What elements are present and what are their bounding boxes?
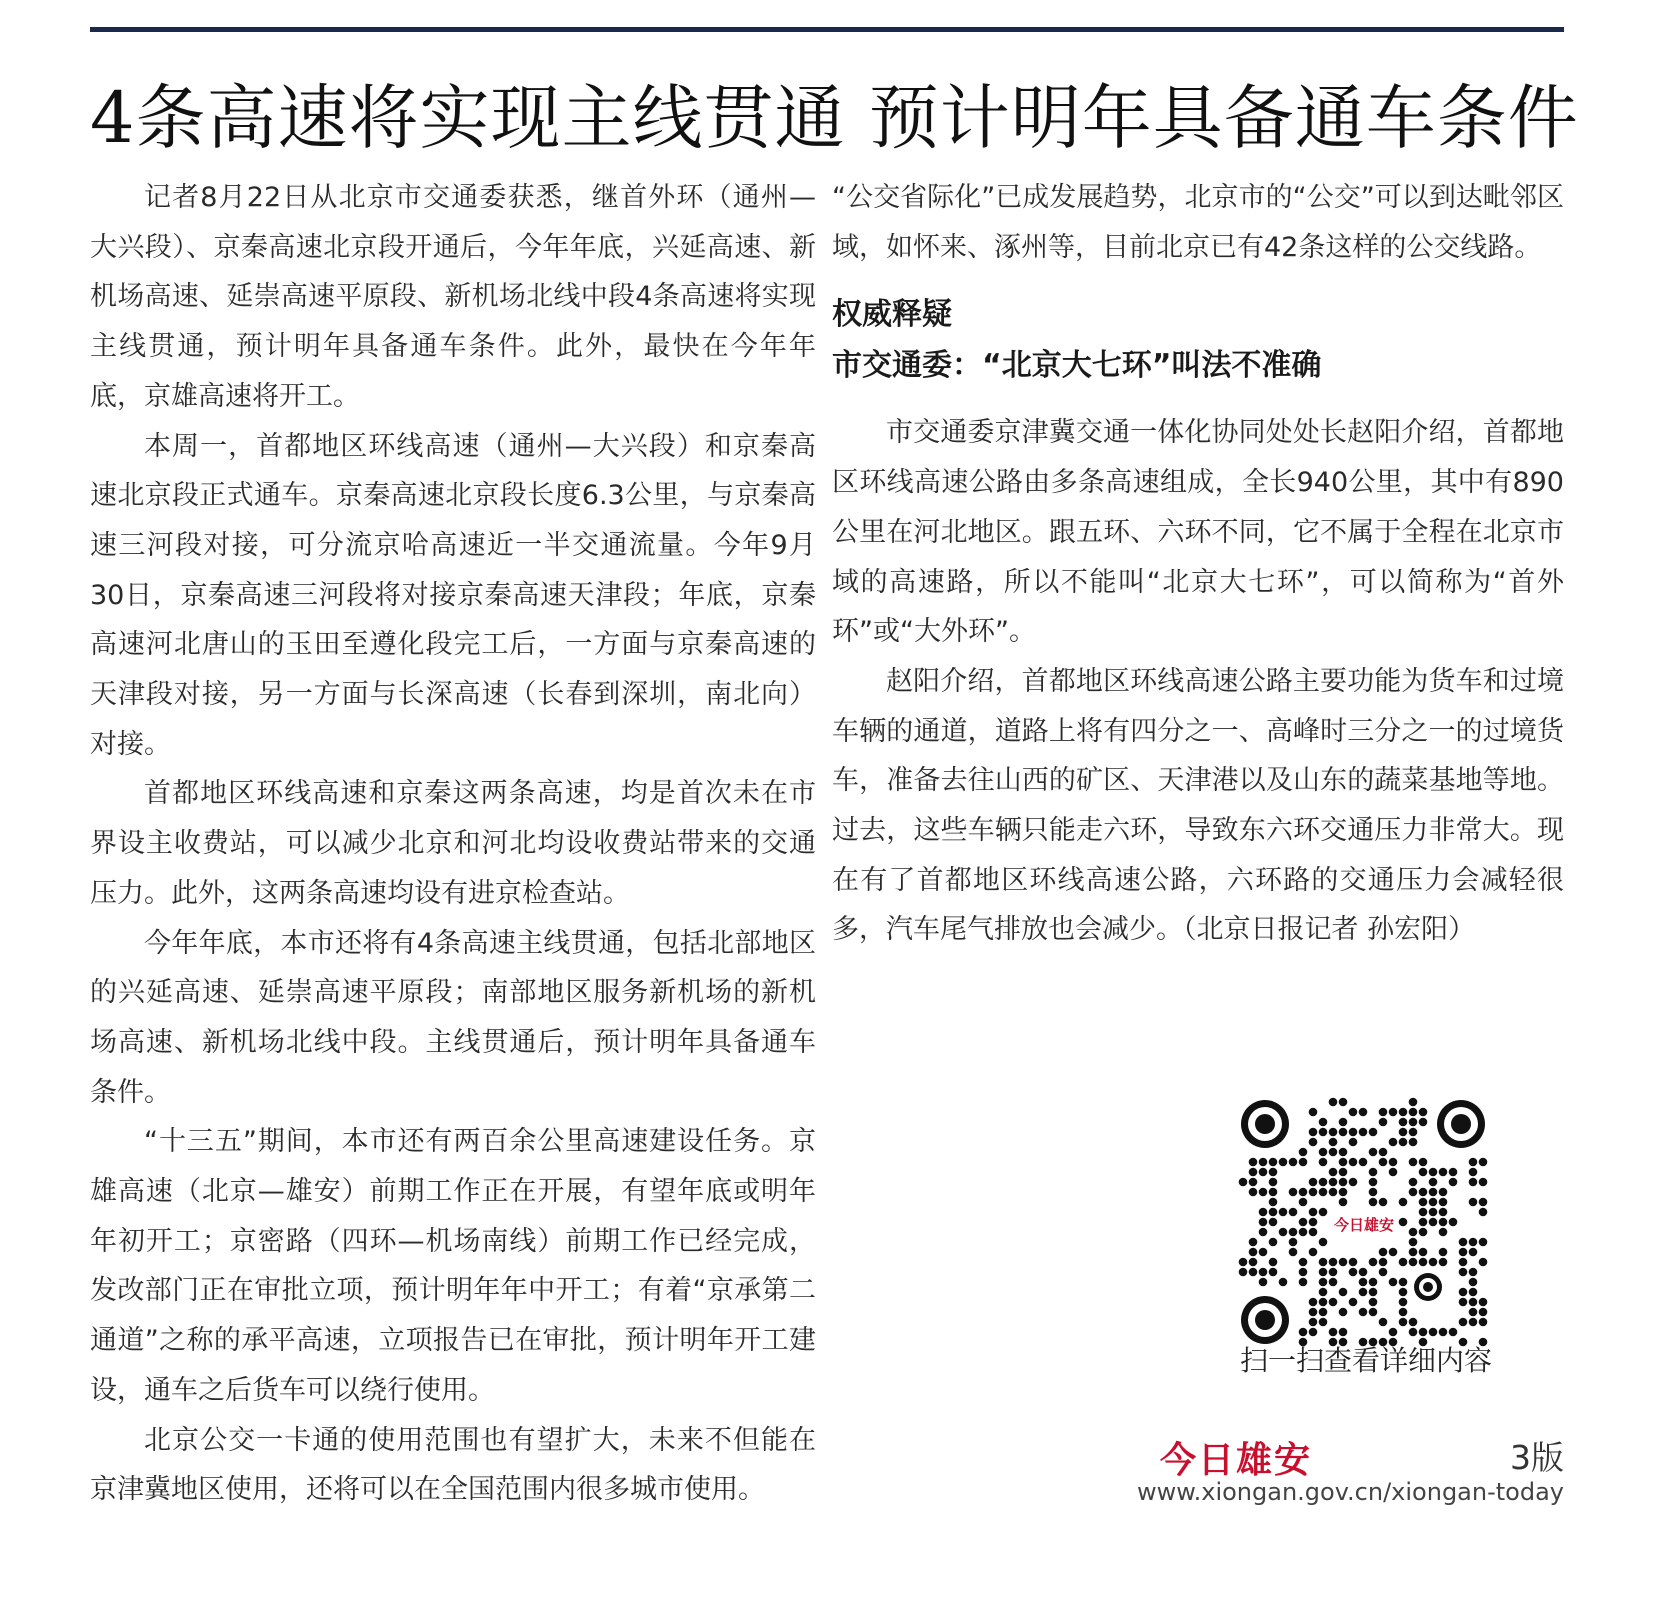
qr-module bbox=[1419, 1198, 1428, 1207]
qr-module bbox=[1279, 1228, 1288, 1237]
qr-module bbox=[1479, 1198, 1488, 1207]
top-rule bbox=[90, 27, 1564, 32]
qr-module bbox=[1299, 1228, 1308, 1237]
qr-module bbox=[1439, 1208, 1448, 1217]
qr-module bbox=[1259, 1188, 1268, 1197]
qr-module bbox=[1469, 1248, 1478, 1257]
qr-module bbox=[1289, 1228, 1298, 1237]
qr-module bbox=[1469, 1298, 1478, 1307]
qr-module bbox=[1269, 1258, 1278, 1267]
qr-module bbox=[1299, 1258, 1308, 1267]
qr-module bbox=[1259, 1168, 1268, 1177]
qr-finder-bottom-left bbox=[1241, 1296, 1289, 1344]
qr-module bbox=[1299, 1158, 1308, 1167]
qr-module bbox=[1379, 1118, 1388, 1127]
qr-module bbox=[1479, 1318, 1488, 1327]
qr-module bbox=[1449, 1168, 1458, 1177]
qr-module bbox=[1399, 1118, 1408, 1127]
qr-module bbox=[1399, 1288, 1408, 1297]
qr-module bbox=[1429, 1208, 1438, 1217]
qr-module bbox=[1329, 1278, 1338, 1287]
qr-module bbox=[1269, 1208, 1278, 1217]
qr-module bbox=[1249, 1268, 1258, 1277]
qr-module bbox=[1409, 1318, 1418, 1327]
qr-module bbox=[1369, 1148, 1378, 1157]
qr-module bbox=[1299, 1328, 1308, 1337]
qr-module bbox=[1359, 1128, 1368, 1137]
qr-module bbox=[1479, 1208, 1488, 1217]
qr-module bbox=[1419, 1258, 1428, 1267]
qr-module bbox=[1419, 1328, 1428, 1337]
qr-code-image bbox=[1238, 1097, 1488, 1347]
qr-module bbox=[1379, 1148, 1388, 1157]
qr-module bbox=[1469, 1268, 1478, 1277]
qr-module bbox=[1359, 1308, 1368, 1317]
qr-module bbox=[1299, 1278, 1308, 1287]
qr-module bbox=[1369, 1298, 1378, 1307]
qr-module bbox=[1309, 1218, 1318, 1227]
qr-module bbox=[1349, 1108, 1358, 1117]
qr-finder-top-left bbox=[1241, 1100, 1289, 1148]
qr-module bbox=[1469, 1308, 1478, 1317]
qr-module bbox=[1259, 1228, 1268, 1237]
qr-module bbox=[1399, 1128, 1408, 1137]
qr-module bbox=[1449, 1178, 1458, 1187]
paragraph: 首都地区环线高速和京秦这两条高速，均是首次未在市界设主收费站，可以减少北京和河北均设收费站带来的交通压力。此外，这两条高速均设有进京检查站。 bbox=[90, 778, 816, 909]
qr-module bbox=[1359, 1278, 1368, 1287]
subhead bbox=[832, 289, 1564, 391]
qr-module bbox=[1349, 1128, 1358, 1137]
qr-module bbox=[1329, 1328, 1338, 1337]
qr-module bbox=[1409, 1158, 1418, 1167]
qr-code[interactable] bbox=[1238, 1097, 1488, 1347]
qr-module bbox=[1259, 1158, 1268, 1167]
qr-module bbox=[1439, 1218, 1448, 1227]
qr-module bbox=[1309, 1128, 1318, 1137]
paragraph: 北京公交一卡通的使用范围也有望扩大，未来不但能在京津冀地区使用，还将可以在全国范围内很多城市使用。 bbox=[90, 1424, 816, 1506]
qr-module bbox=[1269, 1188, 1278, 1197]
qr-module bbox=[1379, 1198, 1388, 1207]
qr-module bbox=[1369, 1178, 1378, 1187]
qr-module bbox=[1319, 1208, 1328, 1217]
qr-module bbox=[1329, 1188, 1338, 1197]
qr-module bbox=[1319, 1258, 1328, 1267]
paragraph: 市交通委京津冀交通一体化协同处处长赵阳介绍，首都地区环线高速公路由多条高速组成，全长940公里，其中有890公里在河北地区。跟五环、六环不同，它不属于全程在北京市域的高速路，所以不能叫“北京大七环”，可以简称为“首外环”或“大外环”。 bbox=[832, 417, 1564, 648]
qr-module bbox=[1419, 1188, 1428, 1197]
qr-module bbox=[1469, 1238, 1478, 1247]
subhead-title: 市交通委：“北京大七环”叫法不准确 bbox=[832, 348, 1322, 384]
qr-module bbox=[1399, 1108, 1408, 1117]
qr-module bbox=[1309, 1188, 1318, 1197]
paragraph-continued: “公交省际化”已成发展趋势，北京市的“公交”可以到达毗邻区域，如怀来、涿州等，目前北京已有42条这样的公交线路。 bbox=[832, 182, 1564, 263]
qr-module bbox=[1259, 1248, 1268, 1257]
qr-module bbox=[1339, 1198, 1348, 1207]
qr-module bbox=[1469, 1168, 1478, 1177]
qr-finder-top-right bbox=[1437, 1100, 1485, 1148]
qr-module bbox=[1329, 1128, 1338, 1137]
qr-module bbox=[1469, 1278, 1478, 1287]
page-number: 3版 bbox=[1510, 1438, 1564, 1477]
qr-module bbox=[1349, 1298, 1358, 1307]
qr-module bbox=[1419, 1118, 1428, 1127]
left-column bbox=[90, 173, 816, 1515]
qr-module bbox=[1269, 1168, 1278, 1177]
qr-module bbox=[1479, 1178, 1488, 1187]
qr-module bbox=[1339, 1328, 1348, 1337]
qr-module bbox=[1479, 1308, 1488, 1317]
qr-module bbox=[1399, 1198, 1408, 1207]
qr-module bbox=[1379, 1158, 1388, 1167]
qr-module bbox=[1429, 1168, 1438, 1177]
qr-module bbox=[1439, 1248, 1448, 1257]
qr-module bbox=[1409, 1248, 1418, 1257]
qr-module bbox=[1419, 1158, 1428, 1167]
qr-module bbox=[1409, 1258, 1418, 1267]
qr-module bbox=[1239, 1258, 1248, 1267]
qr-module bbox=[1389, 1158, 1398, 1167]
qr-module bbox=[1439, 1198, 1448, 1207]
qr-module bbox=[1259, 1218, 1268, 1227]
qr-module bbox=[1479, 1298, 1488, 1307]
qr-module bbox=[1479, 1158, 1488, 1167]
qr-module bbox=[1379, 1318, 1388, 1327]
qr-module bbox=[1319, 1268, 1328, 1277]
headline: 4条高速将实现主线贯通 预计明年具备通车条件 bbox=[90, 77, 1579, 159]
qr-module bbox=[1459, 1298, 1468, 1307]
qr-module bbox=[1239, 1178, 1248, 1187]
qr-module bbox=[1359, 1158, 1368, 1167]
qr-module bbox=[1259, 1268, 1268, 1277]
qr-module bbox=[1419, 1228, 1428, 1237]
qr-module bbox=[1479, 1238, 1488, 1247]
qr-module bbox=[1449, 1328, 1458, 1337]
qr-module bbox=[1439, 1188, 1448, 1197]
qr-module bbox=[1309, 1298, 1318, 1307]
qr-module bbox=[1309, 1108, 1318, 1117]
qr-module bbox=[1459, 1288, 1468, 1297]
qr-module bbox=[1439, 1168, 1448, 1177]
qr-module bbox=[1409, 1098, 1418, 1107]
qr-module bbox=[1269, 1268, 1278, 1277]
qr-module bbox=[1269, 1158, 1278, 1167]
qr-module bbox=[1399, 1298, 1408, 1307]
qr-module bbox=[1319, 1288, 1328, 1297]
qr-module bbox=[1339, 1148, 1348, 1157]
qr-module bbox=[1429, 1258, 1438, 1267]
qr-module bbox=[1409, 1188, 1418, 1197]
qr-module bbox=[1439, 1228, 1448, 1237]
qr-module bbox=[1419, 1218, 1428, 1227]
right-column bbox=[832, 173, 1564, 955]
qr-module bbox=[1319, 1178, 1328, 1187]
qr-module bbox=[1339, 1258, 1348, 1267]
qr-module bbox=[1329, 1168, 1338, 1177]
qr-module bbox=[1369, 1278, 1378, 1287]
qr-module bbox=[1329, 1298, 1338, 1307]
qr-module bbox=[1399, 1218, 1408, 1227]
qr-module bbox=[1339, 1098, 1348, 1107]
qr-module bbox=[1379, 1268, 1388, 1277]
qr-module bbox=[1339, 1128, 1348, 1137]
qr-module bbox=[1339, 1188, 1348, 1197]
qr-module bbox=[1349, 1178, 1358, 1187]
qr-module bbox=[1309, 1138, 1318, 1147]
qr-module bbox=[1369, 1198, 1378, 1207]
qr-module bbox=[1439, 1258, 1448, 1267]
qr-module bbox=[1379, 1108, 1388, 1117]
qr-module bbox=[1369, 1188, 1378, 1197]
qr-module bbox=[1329, 1098, 1338, 1107]
paragraph: 赵阳介绍，首都地区环线高速公路主要功能为货车和过境车辆的通道，道路上将有四分之一、高峰时三分之一的过境货车，准备去往山西的矿区、天津港以及山东的蔬菜基地等地。过去，这些车辆只能走六环，导致东六环交通压力非常大。现在有了首都地区环线高速公路，六环路的交通压力会减轻很多，汽车尾气排放也会减少。（北京日报记者 孙宏阳） bbox=[832, 665, 1564, 946]
qr-module bbox=[1339, 1158, 1348, 1167]
qr-module bbox=[1469, 1198, 1478, 1207]
qr-module bbox=[1469, 1318, 1478, 1327]
qr-module bbox=[1329, 1138, 1338, 1147]
qr-module bbox=[1269, 1218, 1278, 1227]
qr-module bbox=[1379, 1248, 1388, 1257]
qr-module bbox=[1389, 1278, 1398, 1287]
qr-module bbox=[1459, 1318, 1468, 1327]
qr-module bbox=[1429, 1328, 1438, 1337]
qr-module bbox=[1419, 1208, 1428, 1217]
qr-module bbox=[1459, 1268, 1468, 1277]
qr-module bbox=[1409, 1178, 1418, 1187]
qr-module bbox=[1319, 1308, 1328, 1317]
qr-module bbox=[1289, 1208, 1298, 1217]
paragraph: 今年年底，本市还将有4条高速主线贯通，包括北部地区的兴延高速、延崇高速平原段；南部地区服务新机场的新机场高速、新机场北线中段。主线贯通后，预计明年具备通车条件。 bbox=[90, 927, 816, 1108]
qr-module bbox=[1249, 1258, 1258, 1267]
qr-module bbox=[1299, 1198, 1308, 1207]
qr-module bbox=[1409, 1138, 1418, 1147]
qr-module bbox=[1359, 1268, 1368, 1277]
qr-module bbox=[1379, 1258, 1388, 1267]
qr-module bbox=[1329, 1148, 1338, 1157]
qr-module bbox=[1439, 1328, 1448, 1337]
qr-module bbox=[1459, 1258, 1468, 1267]
qr-module bbox=[1389, 1108, 1398, 1117]
qr-module bbox=[1349, 1268, 1358, 1277]
qr-module bbox=[1319, 1188, 1328, 1197]
qr-module bbox=[1299, 1188, 1308, 1197]
qr-module bbox=[1339, 1168, 1348, 1177]
qr-module bbox=[1299, 1218, 1308, 1227]
qr-module bbox=[1279, 1158, 1288, 1167]
qr-module bbox=[1319, 1128, 1328, 1137]
qr-module bbox=[1409, 1118, 1418, 1127]
qr-module bbox=[1309, 1208, 1318, 1217]
qr-module bbox=[1319, 1238, 1328, 1247]
qr-module bbox=[1249, 1178, 1258, 1187]
qr-module bbox=[1309, 1318, 1318, 1327]
qr-module bbox=[1279, 1208, 1288, 1217]
qr-module bbox=[1369, 1258, 1378, 1267]
qr-module bbox=[1319, 1158, 1328, 1167]
qr-module bbox=[1409, 1108, 1418, 1117]
qr-module bbox=[1259, 1208, 1268, 1217]
qr-module bbox=[1429, 1188, 1438, 1197]
qr-module bbox=[1399, 1318, 1408, 1327]
qr-module bbox=[1419, 1248, 1428, 1257]
qr-module bbox=[1239, 1268, 1248, 1277]
qr-module bbox=[1289, 1248, 1298, 1257]
qr-module bbox=[1289, 1188, 1298, 1197]
qr-module bbox=[1289, 1158, 1298, 1167]
qr-module bbox=[1369, 1168, 1378, 1177]
qr-module bbox=[1369, 1308, 1378, 1317]
qr-module bbox=[1259, 1278, 1268, 1287]
qr-module bbox=[1279, 1278, 1288, 1287]
qr-module bbox=[1269, 1238, 1278, 1247]
qr-module bbox=[1339, 1178, 1348, 1187]
qr-module bbox=[1339, 1308, 1348, 1317]
subhead-kicker: 权威释疑 bbox=[832, 297, 952, 333]
qr-module bbox=[1309, 1248, 1318, 1257]
qr-module bbox=[1249, 1248, 1258, 1257]
qr-module bbox=[1339, 1288, 1348, 1297]
qr-module bbox=[1419, 1168, 1428, 1177]
qr-module bbox=[1359, 1108, 1368, 1117]
qr-module bbox=[1389, 1138, 1398, 1147]
qr-module bbox=[1409, 1228, 1418, 1237]
qr-module bbox=[1289, 1238, 1298, 1247]
qr-module bbox=[1329, 1268, 1338, 1277]
qr-module bbox=[1399, 1278, 1408, 1287]
qr-module bbox=[1369, 1288, 1378, 1297]
qr-module bbox=[1249, 1238, 1258, 1247]
qr-module bbox=[1469, 1288, 1478, 1297]
qr-module bbox=[1429, 1178, 1438, 1187]
qr-module bbox=[1309, 1228, 1318, 1237]
qr-module bbox=[1309, 1328, 1318, 1337]
qr-module bbox=[1409, 1128, 1418, 1137]
qr-module bbox=[1479, 1258, 1488, 1267]
qr-module bbox=[1319, 1148, 1328, 1157]
qr-module bbox=[1399, 1308, 1408, 1317]
qr-module bbox=[1389, 1248, 1398, 1257]
paragraph: 本周一，首都地区环线高速（通州—大兴段）和京秦高速北京段正式通车。京秦高速北京段长度6.3公里，与京秦高速三河段对接，可分流京哈高速近一半交通流量。今年9月30日，京秦高速三河段将对接京秦高速天津段；年底，京秦高速河北唐山的玉田至遵化段完工后，一方面与京秦高速的天津段对接，另一方面与长深高速（长春到深圳，南北向）对接。 bbox=[90, 430, 816, 760]
qr-module bbox=[1399, 1138, 1408, 1147]
qr-module bbox=[1399, 1258, 1408, 1267]
qr-module bbox=[1469, 1178, 1478, 1187]
qr-caption: 扫一扫查看详细内容 bbox=[1239, 1344, 1492, 1377]
qr-module bbox=[1369, 1128, 1378, 1137]
qr-module bbox=[1329, 1178, 1338, 1187]
qr-module bbox=[1249, 1188, 1258, 1197]
qr-module bbox=[1409, 1238, 1418, 1247]
qr-module bbox=[1319, 1118, 1328, 1127]
qr-module bbox=[1249, 1158, 1258, 1167]
qr-module bbox=[1409, 1328, 1418, 1337]
site-url[interactable]: www.xiongan.gov.cn/xiongan-today bbox=[1136, 1478, 1564, 1506]
qr-module bbox=[1329, 1258, 1338, 1267]
qr-module bbox=[1319, 1278, 1328, 1287]
qr-module bbox=[1359, 1288, 1368, 1297]
qr-module bbox=[1459, 1248, 1468, 1257]
qr-module bbox=[1249, 1168, 1258, 1177]
qr-module bbox=[1429, 1198, 1438, 1207]
qr-module bbox=[1319, 1298, 1328, 1307]
qr-module bbox=[1349, 1158, 1358, 1167]
qr-module bbox=[1299, 1148, 1308, 1157]
qr-module bbox=[1459, 1238, 1468, 1247]
qr-module bbox=[1389, 1168, 1398, 1177]
qr-module bbox=[1309, 1308, 1318, 1317]
qr-module bbox=[1299, 1268, 1308, 1277]
qr-module bbox=[1429, 1218, 1438, 1227]
qr-module bbox=[1389, 1328, 1398, 1337]
qr-module bbox=[1419, 1108, 1428, 1117]
qr-module bbox=[1349, 1138, 1358, 1147]
qr-module bbox=[1449, 1218, 1458, 1227]
qr-module bbox=[1469, 1158, 1478, 1167]
qr-module bbox=[1309, 1178, 1318, 1187]
qr-module bbox=[1339, 1118, 1348, 1127]
qr-logo-text: 今日雄安 bbox=[1333, 1216, 1395, 1234]
brand-logo: 今日雄安 bbox=[1160, 1439, 1313, 1481]
qr-module bbox=[1319, 1318, 1328, 1327]
qr-module bbox=[1269, 1178, 1278, 1187]
qr-module bbox=[1349, 1258, 1358, 1267]
paragraph: 记者8月22日从北京市交通委获悉，继首外环（通州—大兴段）、京秦高速北京段开通后，今年年底，兴延高速、新机场高速、延崇高速平原段、新机场北线中段4条高速将实现主线贯通，预计明年具备通车条件。此外，最快在今年年底，京雄高速将开工。 bbox=[90, 182, 816, 412]
paragraph: “十三五”期间，本市还有两百余公里高速建设任务。京雄高速（北京—雄安）前期工作正在开展，有望年底或明年年初开工；京密路（四环—机场南线）前期工作已经完成，发改部门正在审批立项，预计明年年中开工；有着“京承第二通道”之称的承平高速，立项报告已在审批，预计明年开工建设，通车之后货车可以绕行使用。 bbox=[90, 1126, 816, 1406]
qr-module bbox=[1269, 1198, 1278, 1207]
qr-alignment bbox=[1414, 1273, 1442, 1301]
